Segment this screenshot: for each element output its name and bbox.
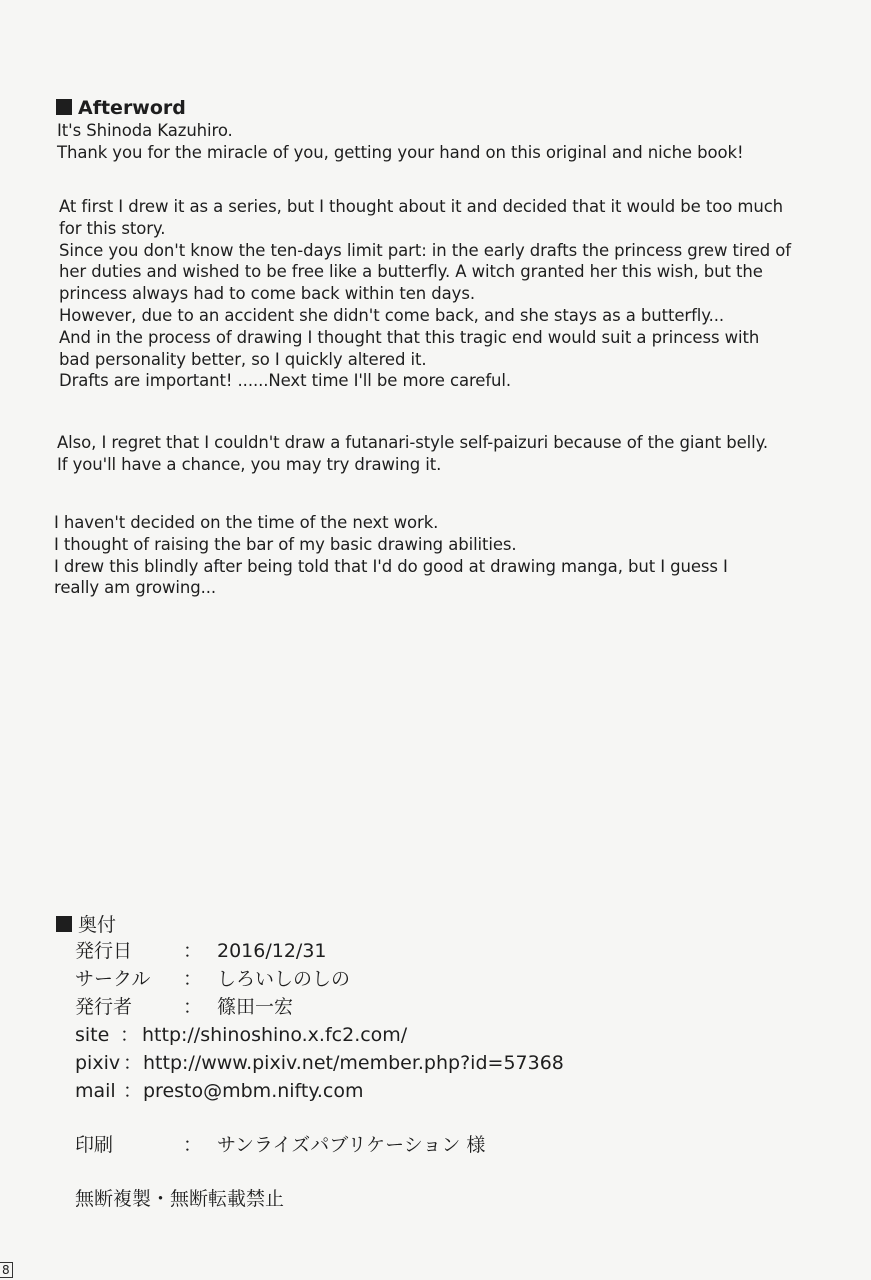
- row-label: 発行者: [75, 996, 133, 1018]
- colophon-row-printer: [75, 1130, 485, 1157]
- pixiv-link[interactable]: http://www.pixiv.net/member.php?id=57368: [143, 1052, 564, 1074]
- paragraph-1: [59, 196, 791, 392]
- site-link[interactable]: http://shinoshino.x.fc2.com/: [142, 1024, 408, 1046]
- row-sep: ：: [183, 940, 203, 962]
- text-line: Also, I regret that I couldn't draw a futanari-style self-paizuri because of the giant belly.: [57, 433, 769, 452]
- colophon-row-circle: [75, 964, 350, 991]
- text-line: her duties and wished to be free like a butterfly. A witch granted her this wish, but the: [59, 262, 763, 282]
- row-label: mail: [75, 1080, 116, 1102]
- text-line: At first I drew it as a series, but I thought about it and decided that it would be too much: [59, 197, 784, 216]
- row-label: pixiv: [75, 1052, 121, 1074]
- row-sep: ：: [123, 1052, 143, 1074]
- paragraph-2: [57, 432, 768, 476]
- text-line: And in the process of drawing I thought that this tragic end would suit a princess with: [59, 327, 760, 347]
- row-sep: ：: [183, 996, 203, 1018]
- row-sep: ：: [120, 1024, 140, 1046]
- row-value: 2016/12/31: [217, 940, 327, 962]
- text-line: I thought of raising the bar of my basic drawing abilities.: [54, 534, 517, 554]
- row-label: サークル: [75, 968, 151, 990]
- text-line: Thank you for the miracle of you, getting your hand on this original and niche book!: [57, 142, 744, 162]
- row-value: 篠田一宏: [217, 996, 294, 1018]
- afterword-heading: [56, 97, 186, 119]
- text-line: I haven't decided on the time of the next work.: [54, 513, 439, 532]
- intro-paragraph: [57, 120, 743, 164]
- text-line: It's Shinoda Kazuhiro.: [57, 121, 233, 140]
- row-label: 印刷: [75, 1134, 114, 1156]
- colophon-row-publisher: [75, 992, 293, 1019]
- text-line: If you'll have a chance, you may try drawing it.: [57, 454, 442, 474]
- text-line: for this story.: [59, 218, 166, 238]
- row-label: 発行日: [75, 940, 133, 962]
- row-label: site: [75, 1024, 110, 1046]
- afterword-title: Afterword: [78, 97, 186, 119]
- row-sep: ：: [183, 968, 203, 990]
- colophon-row-site: [75, 1020, 407, 1047]
- colophon-heading: [56, 910, 116, 937]
- text-line: really am growing...: [54, 578, 217, 598]
- text-line: However, due to an accident she didn't come back, and she stays as a butterfly...: [59, 305, 725, 325]
- row-sep: ：: [183, 1134, 203, 1156]
- text-line: Since you don't know the ten-days limit part: in the early drafts the princess grew tired of: [59, 240, 791, 260]
- row-value: サンライズパブリケーション 様: [217, 1134, 486, 1156]
- text-line: princess always had to come back within ten days.: [59, 284, 475, 304]
- page-number: 8: [0, 1262, 13, 1278]
- colophon-title: 奥付: [78, 914, 117, 936]
- row-value: しろいしのしの: [217, 968, 351, 990]
- paragraph-3: [54, 512, 728, 599]
- colophon-row-date: [75, 936, 327, 963]
- text-line: bad personality better, so I quickly altered it.: [59, 349, 427, 369]
- colophon-row-mail: [75, 1076, 364, 1103]
- copyright-notice: 無断複製・無断転載禁止: [75, 1188, 285, 1210]
- mail-link[interactable]: presto@mbm.nifty.com: [143, 1080, 364, 1102]
- text-line: I drew this blindly after being told that I'd do good at drawing manga, but I guess I: [54, 556, 728, 576]
- square-bullet-icon: [56, 99, 72, 115]
- row-sep: ：: [123, 1080, 143, 1102]
- square-bullet-icon: [56, 916, 72, 932]
- colophon-row-pixiv: [75, 1048, 564, 1075]
- text-line: Drafts are important! ......Next time I'll be more careful.: [59, 371, 512, 391]
